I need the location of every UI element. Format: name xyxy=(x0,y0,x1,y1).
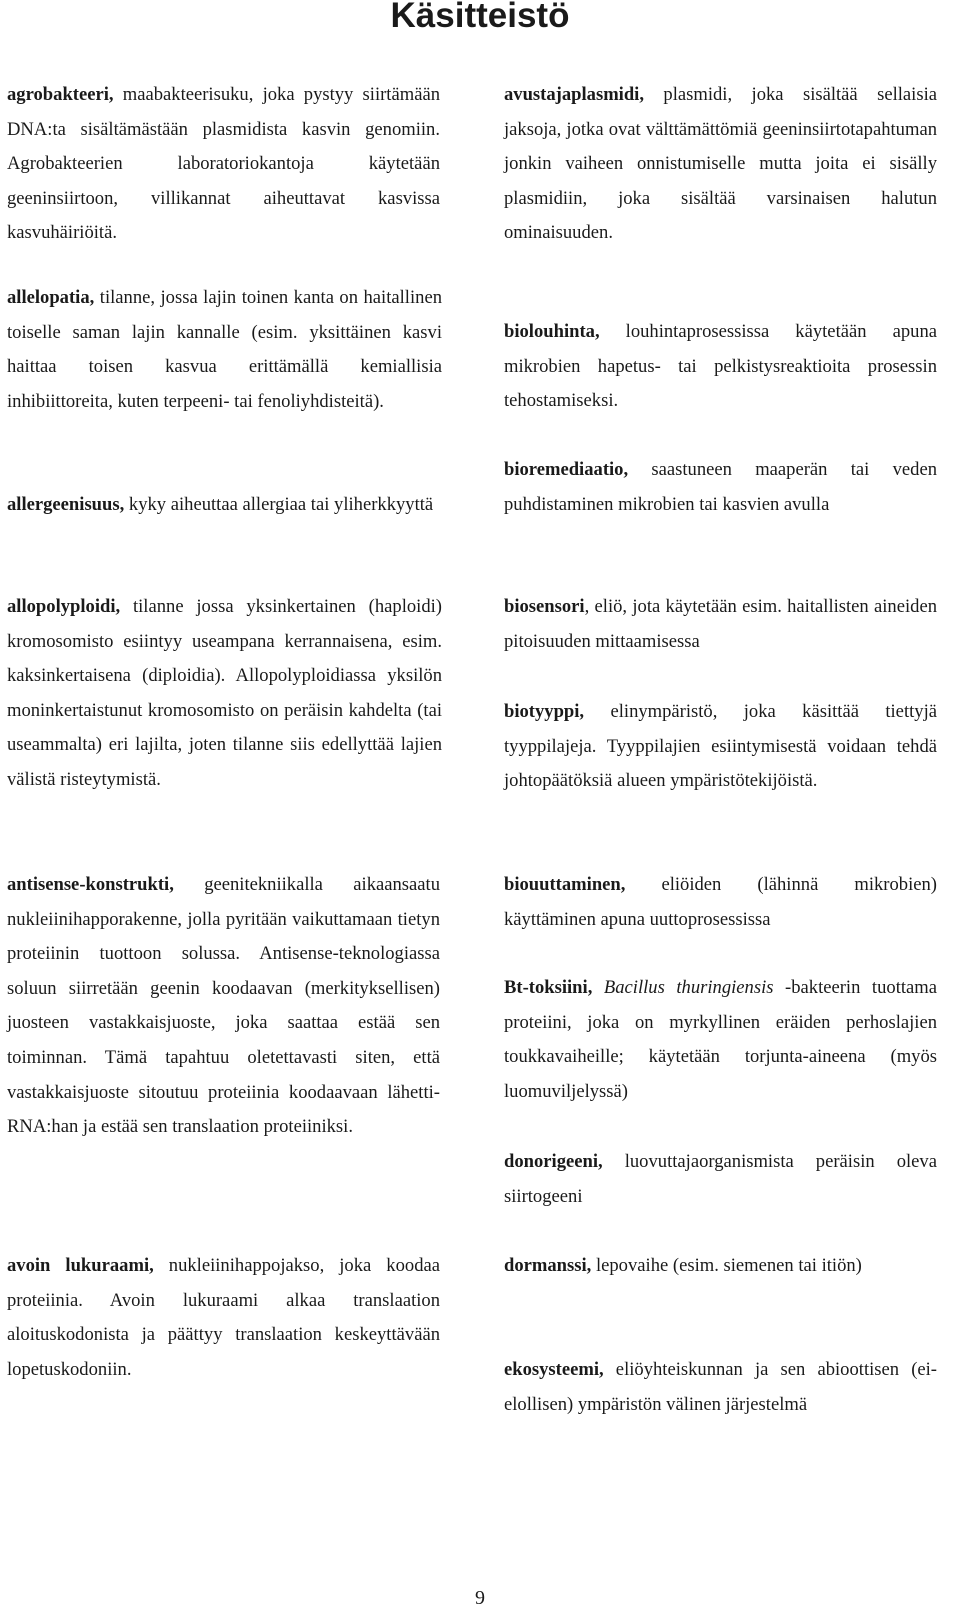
entry-definition: maabakteerisuku, joka pystyy siirtämään DNA:ta sisältämästään plasmidista kasvin genomiin. Agrobakteerien laboratoriokantoja käytetään geeninsiirtoon, villikannat aiheuttavat kasvissa kasvuhäiriöitä. xyxy=(7,84,440,244)
entry-definition: louhintaprosessissa käytetään apuna mikrobien hapetus- tai pelkistysreaktioita prosessin tehostamiseksi. xyxy=(504,321,937,412)
page-title: Käsitteistö xyxy=(390,0,570,35)
page-number: 9 xyxy=(475,1587,485,1609)
entry-definition: elinympäristö, joka käsittää tiettyjä tyyppilajeja. Tyyppilajien esiintymisestä voidaan tehdä johtopäätöksiä alueen ympäristötekijöistä. xyxy=(504,701,937,792)
glossary-entry-bt-toksiini xyxy=(504,971,937,1109)
entry-term: avustajaplasmidi, xyxy=(504,84,644,105)
entry-term: allelopatia, xyxy=(7,287,95,308)
entry-definition: lepovaihe (esim. siemenen tai itiön) xyxy=(591,1255,862,1276)
glossary-entry-allopolyploidi xyxy=(7,590,442,798)
entry-term: biotyyppi, xyxy=(504,701,585,722)
entry-species-name: Bacillus thuringiensis xyxy=(592,977,774,998)
entry-term: ekosysteemi, xyxy=(504,1359,604,1380)
glossary-entry-agrobakteeri xyxy=(7,78,440,251)
entry-definition: luovuttajaorganismista peräisin oleva siirtogeeni xyxy=(504,1151,937,1207)
glossary-entry-biotyyppi xyxy=(504,695,937,799)
entry-definition: , eliö, jota käytetään esim. haitallisten aineiden pitoisuuden mittaamisessa xyxy=(504,596,937,652)
entry-term: avoin lukuraami, xyxy=(7,1255,154,1276)
entry-definition: kyky aiheuttaa allergiaa tai yliherkkyyttä xyxy=(124,494,434,515)
glossary-entry-antisense-konstrukti xyxy=(7,868,440,1145)
glossary-entry-avustajaplasmidi xyxy=(504,78,937,251)
glossary-entry-donorigeeni xyxy=(504,1145,937,1214)
entry-definition: saastuneen maaperän tai veden puhdistaminen mikrobien tai kasvien avulla xyxy=(504,459,937,515)
glossary-entry-biolouhinta xyxy=(504,315,937,419)
entry-term: donorigeeni, xyxy=(504,1151,603,1172)
glossary-entry-allergeenisuus xyxy=(7,488,442,523)
entry-term: bioremediaatio, xyxy=(504,459,629,480)
entry-definition: eliöyhteiskunnan ja sen abioottisen (ei-elollisen) ympäristön välinen järjestelmä xyxy=(504,1359,937,1415)
glossary-entry-dormanssi xyxy=(504,1249,937,1284)
entry-definition: eliöiden (lähinnä mikrobien) käyttäminen apuna uuttoprosessissa xyxy=(504,874,937,930)
entry-term: allergeenisuus, xyxy=(7,494,125,515)
entry-definition: tilanne, jossa lajin toinen kanta on haitallinen toiselle saman lajin kannalle (esim. yksittäinen kasvi haittaa toisen kasvua erittämällä kemiallisia inhibiittoreita, kuten terpeeni- tai fenoliyhdisteitä). xyxy=(7,287,442,412)
entry-term: biolouhinta, xyxy=(504,321,600,342)
glossary-entry-biosensori xyxy=(504,590,937,659)
glossary-entry-ekosysteemi xyxy=(504,1353,937,1422)
entry-definition: nukleiinihappojakso, joka koodaa proteiinia. Avoin lukuraami alkaa translaation aloituskodonista ja päättyy translaation keskeyttävään lopetuskodoniin. xyxy=(7,1255,440,1380)
glossary-entry-bioremediaatio xyxy=(504,453,937,522)
entry-term: biosensori xyxy=(504,596,585,617)
entry-term: Bt-toksiini, xyxy=(504,977,593,998)
entry-term: allopolyploidi, xyxy=(7,596,121,617)
entry-term: antisense-konstrukti, xyxy=(7,874,174,895)
entry-definition: tilanne jossa yksinkertainen (haploidi) kromosomisto esiintyy useampana kerrannaisena, esim. kaksinkertaisena (diploidia). Allopolyploidiassa yksilön moninkertaistunut kromosomisto on peräisin kahdelta (tai useammalta) eri lajilta, joten tilanne siis edellyttää lajien välistä risteytymistä. xyxy=(7,596,442,790)
entry-definition: geenitekniikalla aikaansaatu nukleiinihapporakenne, jolla pyritään vaikuttamaan tietyn proteiinin tuottoon solussa. Antisense-teknologiassa soluun siirretään geenin koodaavan (merkityksellisen) juosteen vastakkaisjuoste, joka saattaa estää sen toiminnan. Tämä tapahtuu oletettavasti siten, että vastakkaisjuoste sitoutuu proteiinia koodaavaan lähetti-RNA:han ja estää sen translaation proteiiniksi. xyxy=(7,874,440,1138)
entry-term: dormanssi, xyxy=(504,1255,592,1276)
entry-term: agrobakteeri, xyxy=(7,84,114,105)
glossary-entry-avoin-lukuraami xyxy=(7,1249,440,1387)
glossary-entry-biouuttaminen xyxy=(504,868,937,937)
entry-definition: -bakteerin tuottama proteiini, joka on myrkyllinen eräiden perhoslajien toukkavaiheille; käytetään torjunta-aineena (myös luomuviljelyssä) xyxy=(504,977,937,1102)
entry-term: biouuttaminen, xyxy=(504,874,626,895)
glossary-entry-allelopatia xyxy=(7,281,442,419)
entry-definition: plasmidi, joka sisältää sellaisia jaksoja, jotka ovat välttämättömiä geeninsiirtotapahtuman jonkin vaiheen onnistumiselle mutta joita ei sisälly plasmidiin, joka sisältää varsinaisen halutun ominaisuuden. xyxy=(504,84,937,244)
